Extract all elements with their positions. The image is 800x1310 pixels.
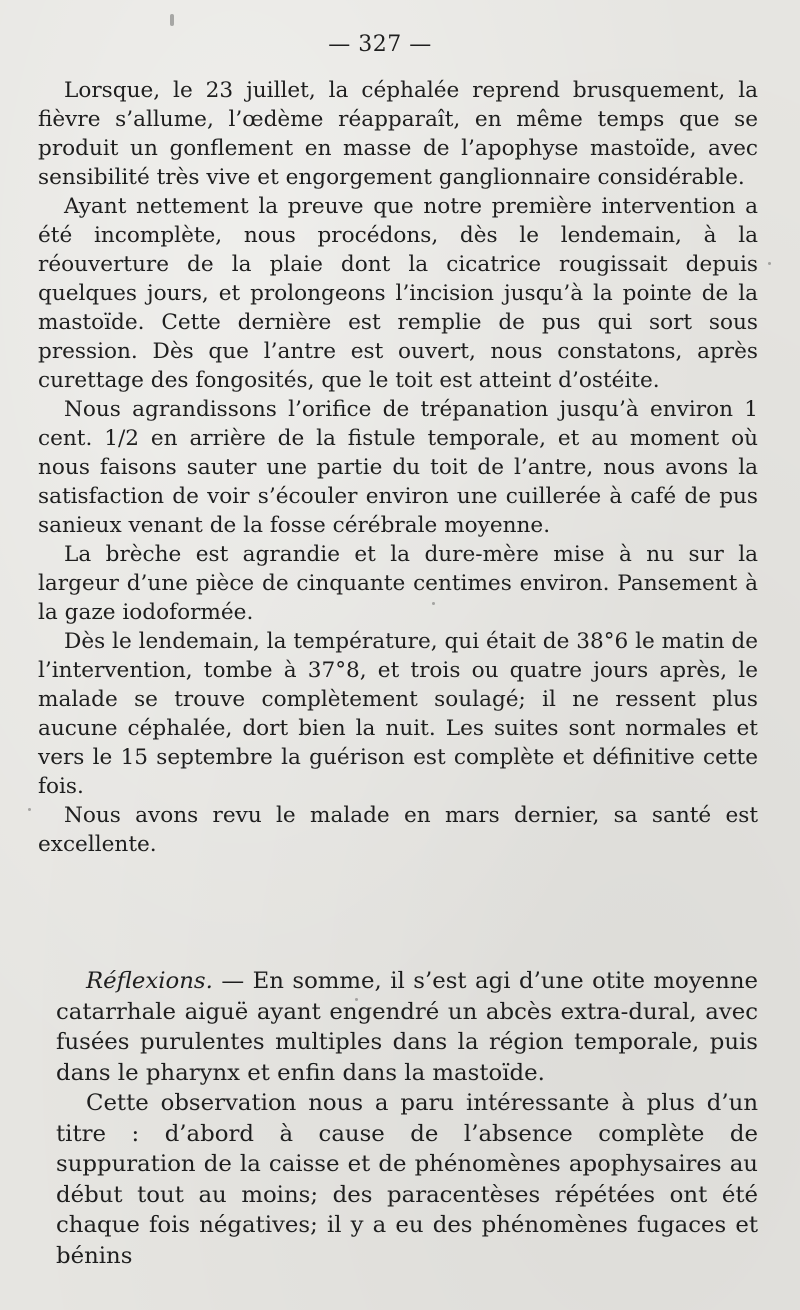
print-speck xyxy=(28,808,31,811)
reflexions-lead-text: — En somme, il s’est agi d’une otite moyenne catarrhale aiguë ayant engendré un abcès extra-dural, avec fusées purulentes multiples dans la région temporale, puis dans le pharynx et enfin dans la mastoïde. xyxy=(56,968,758,1086)
reflexions-second-paragraph: Cette observation nous a paru intéressante à plus d’un titre : d’abord à cause de l’absence complète de suppuration de la caisse et de phénomènes apophysaires au début tout au moins; des paracentèses répétées ont été chaque fois négatives; il y a eu des phénomènes fugaces et bénins xyxy=(56,1090,758,1269)
paragraph-trepanation: Nous agrandissons l’orifice de trépanation jusqu’à environ 1 cent. 1/2 en arrière de la fistule temporale, et au moment où nous faisons sauter une partie du toit de l’antre, nous avons la satisfaction de voir s’écouler environ une cuillerée à café de pus sanieux venant de la fosse cérébrale moyenne. xyxy=(38,397,758,538)
print-speck xyxy=(768,262,771,265)
page-number: — 327 — xyxy=(328,32,432,57)
paragraph-relapse: Lorsque, le 23 juillet, la céphalée reprend brusquement, la fièvre s’allume, l’œdème réapparaît, en même temps que se produit un gonflement en masse de l’apophyse mastoïde, avec sensibilité très vive et engorgement ganglionnaire considérable. xyxy=(38,78,758,190)
paragraph-follow-up: Nous avons revu le malade en mars dernier, sa santé est excellente. xyxy=(38,803,758,857)
reflexions-section xyxy=(56,966,758,1271)
print-speck xyxy=(355,998,358,1001)
reflexions-paragraph xyxy=(56,966,758,1088)
reflexions-heading: Réflexions. xyxy=(86,968,213,994)
paragraph-reintervention: Ayant nettement la preuve que notre première intervention a été incomplète, nous procédons, dès le lendemain, à la réouverture de la plaie dont la cicatrice rougissait depuis quelques jours, et prolongeons l’incision jusqu’à la pointe de la mastoïde. Cette dernière est remplie de pus qui sort sous pression. Dès que l’antre est ouvert, nous constatons, après curettage des fongosités, que le toit est atteint d’ostéite. xyxy=(38,194,758,393)
paragraph-dura-mater: La brèche est agrandie et la dure-mère mise à nu sur la largeur d’une pièce de cinquante centimes environ. Pansement à la gaze iodoformée. xyxy=(38,542,758,625)
paragraph-recovery: Dès le lendemain, la température, qui était de 38°6 le matin de l’intervention, tombe à 37°8, et trois ou quatre jours après, le malade se trouve complètement soulagé; il ne ressent plus aucune céphalée, dort bien la nuit. Les suites sont normales et vers le 15 septembre la guérison est complète et définitive cette fois. xyxy=(38,629,758,799)
observation-text xyxy=(38,76,758,859)
print-speck xyxy=(432,602,435,605)
print-speck xyxy=(170,14,174,26)
